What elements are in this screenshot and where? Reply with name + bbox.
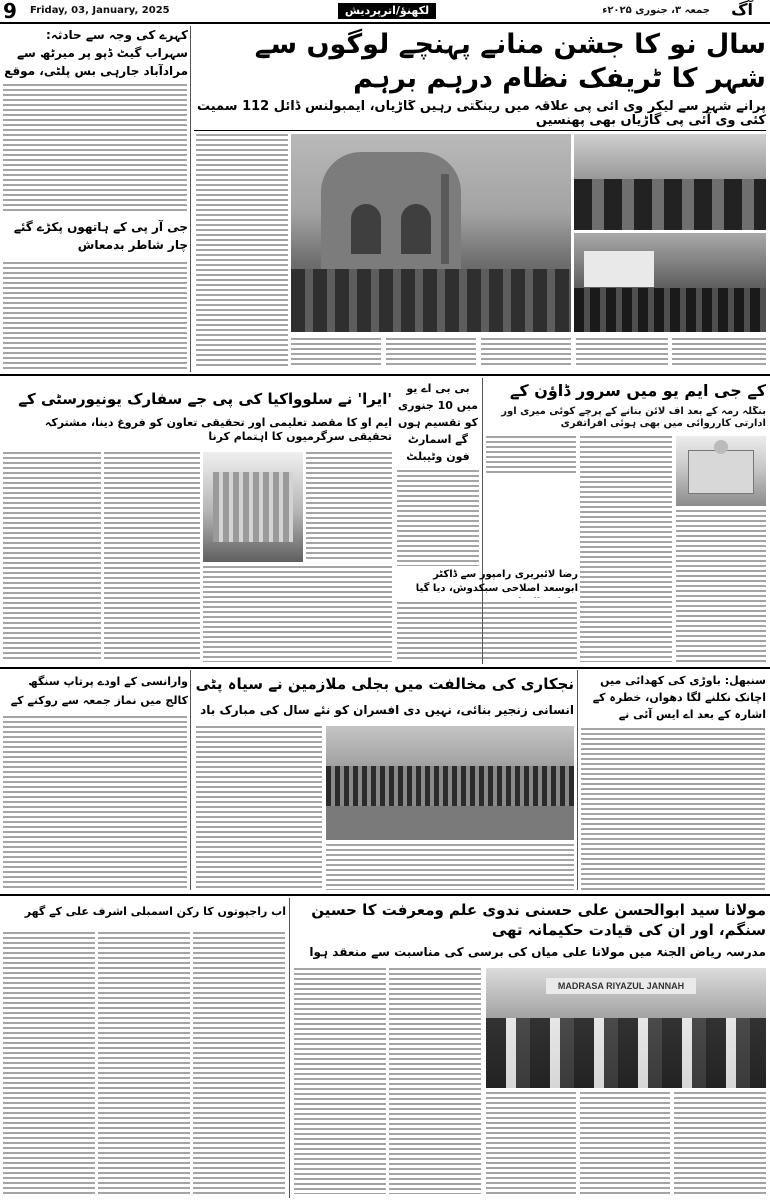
- lead-body-col2: [291, 338, 381, 368]
- nadvi-body-d: [580, 1092, 670, 1194]
- mosque-street-traffic-photo: [291, 134, 571, 332]
- nadvi-body-a: [294, 968, 386, 1194]
- bus-accident-headline: کہرے کی وجہ سے حادثہ: سہراب گیٹ ڈپو پر میرٹھ سے مرادآباد جارہی بس پلٹی، موقع: [4, 28, 188, 78]
- column-divider: [289, 898, 290, 1198]
- kgmu-body-a: [580, 436, 672, 662]
- raza-library-body: [397, 602, 577, 662]
- masthead-rule: [0, 22, 770, 24]
- iirm-headline: 'ایرا' نے سلوواکیا کی پی جے سفارک یونیورسٹی کے: [18, 390, 392, 408]
- lead-rule: [194, 130, 766, 131]
- lead-subhead: پرانے شہر سے لیکر وی آئی پی علاقہ میں رینگتی رہیں گاڑیاں، ایمبولنس ڈائل 112 سمیت کئی وی آئی پی گاڑیاں بھی پھنسیں: [196, 100, 766, 128]
- section-rule-3: [0, 894, 770, 896]
- university-campus-photo: [203, 452, 303, 562]
- traffic-jam-photo: [574, 134, 766, 230]
- rajput-body-b: [98, 932, 190, 1194]
- section-rule-2: [0, 667, 770, 669]
- protest-body-a: [196, 726, 322, 890]
- rajput-body-a: [3, 932, 95, 1194]
- nadvi-subhead: مدرسہ ریاض الجنۃ میں مولانا علی میاں کی برسی کی مناسبت سے منعقد ہوا: [309, 945, 766, 959]
- lead-body-col1: [196, 134, 288, 366]
- iirm-body-d: [203, 566, 392, 662]
- raza-library-headline: رضا لائبریری رامپور سے ڈاکٹر ابوسعد اصلاحی سبکدوش، دیا گیا: [415, 569, 578, 594]
- rajput-headline: اب راجپوتوں کا رکن اسمبلی اشرف علی کے گھر: [24, 905, 286, 918]
- lead-body-col4: [481, 338, 571, 368]
- protest-headline: نجکاری کی مخالفت میں بجلی ملازمین نے سیاہ پٹی: [195, 675, 574, 693]
- kgmu-subhead: بنگلہ رمہ کے بعد آف لائن بنانے کے پرچے کوئی میری اور ادارتی کارروائی میں بھی ہوئی افراتفری: [501, 406, 766, 429]
- sambhal-headline: سنبھل: باوڑی کی کھدائی میں اچانک نکلنے لگا دھواں، خطرہ کے اشارہ کے بعد اے ایس آئی نے: [592, 674, 766, 721]
- kgmu-body-c: [486, 436, 576, 476]
- lead-body-col3: [386, 338, 476, 368]
- madrasa-banner: MADRASA RIYAZUL JANNAH: [546, 978, 696, 994]
- varanasi-body: [3, 716, 187, 890]
- iirm-subhead: ایم او کا مقصد تعلیمی اور تحقیقی تعاون کو فروغ دینا، مشترکہ تحقیقی سرگرمیوں کا اہتمام کرنا: [44, 416, 392, 443]
- bus-accident-body: [3, 84, 187, 214]
- bbau-headline: بی بی اے یو میں 10 جنوری کو تقسیم ہوں گے اسمارٹ فون وٹیبلٹ: [397, 382, 479, 463]
- section-label: لکھنؤ/اترپردیش: [338, 3, 436, 19]
- ambulance-crowd-photo: [574, 233, 766, 332]
- nadvi-body-b: [389, 968, 481, 1194]
- kgmu-body-b: [676, 510, 766, 662]
- column-divider: [577, 670, 578, 890]
- nadvi-headline: مولانا سید ابوالحسن علی حسنی ندوی علم ومعرفت کا حسین سنگم، اور ان کی قیادت حکیمانہ تھی: [311, 901, 766, 939]
- grp-arrest-body: [3, 262, 187, 370]
- kgmu-building-photo: [676, 436, 766, 506]
- iirm-body-b: [104, 452, 200, 662]
- page-number: 9: [3, 0, 17, 22]
- madrasa-meeting-photo: [486, 968, 766, 1088]
- nadvi-body-e: [674, 1092, 766, 1194]
- masthead: [0, 0, 770, 22]
- newspaper-logo: آگ: [731, 0, 753, 19]
- lead-body-col6: [672, 338, 766, 368]
- urdu-date: جمعہ ۳، جنوری ۲۰۲۵ء: [602, 5, 710, 16]
- nadvi-body-c: [486, 1092, 576, 1194]
- iirm-body-a: [3, 452, 101, 662]
- sambhal-body: [581, 728, 765, 890]
- bbau-body: [397, 470, 479, 566]
- iirm-body-c: [306, 452, 392, 562]
- lead-body-col5: [576, 338, 668, 368]
- section-rule-1: [0, 374, 770, 376]
- column-divider: [190, 26, 191, 372]
- edition-date: Friday, 03, January, 2025: [30, 5, 170, 16]
- rajput-body-c: [193, 932, 285, 1194]
- varanasi-headline: وارانسی کے اودے پرتاپ سنگھ کالج میں نماز جمعہ سے روکنے کے: [10, 675, 188, 707]
- column-divider: [190, 670, 191, 890]
- lead-headline: سال نو کا جشن منانے پہنچے لوگوں سے شہر کا ٹریفک نظام درہم برہم: [254, 29, 766, 94]
- grp-arrest-headline: جی آر پی کے ہاتھوں پکڑے گئے چار شاطر بدمعاش: [13, 220, 188, 252]
- kgmu-headline: کے جی ایم یو میں سرور ڈاؤن کے: [509, 381, 766, 400]
- human-chain-protest-photo: [326, 726, 574, 840]
- protest-body-b: [326, 844, 574, 890]
- protest-subhead: انسانی زنجیر بنائی، نہیں دی افسران کو نئے سال کی مبارک باد: [200, 703, 574, 717]
